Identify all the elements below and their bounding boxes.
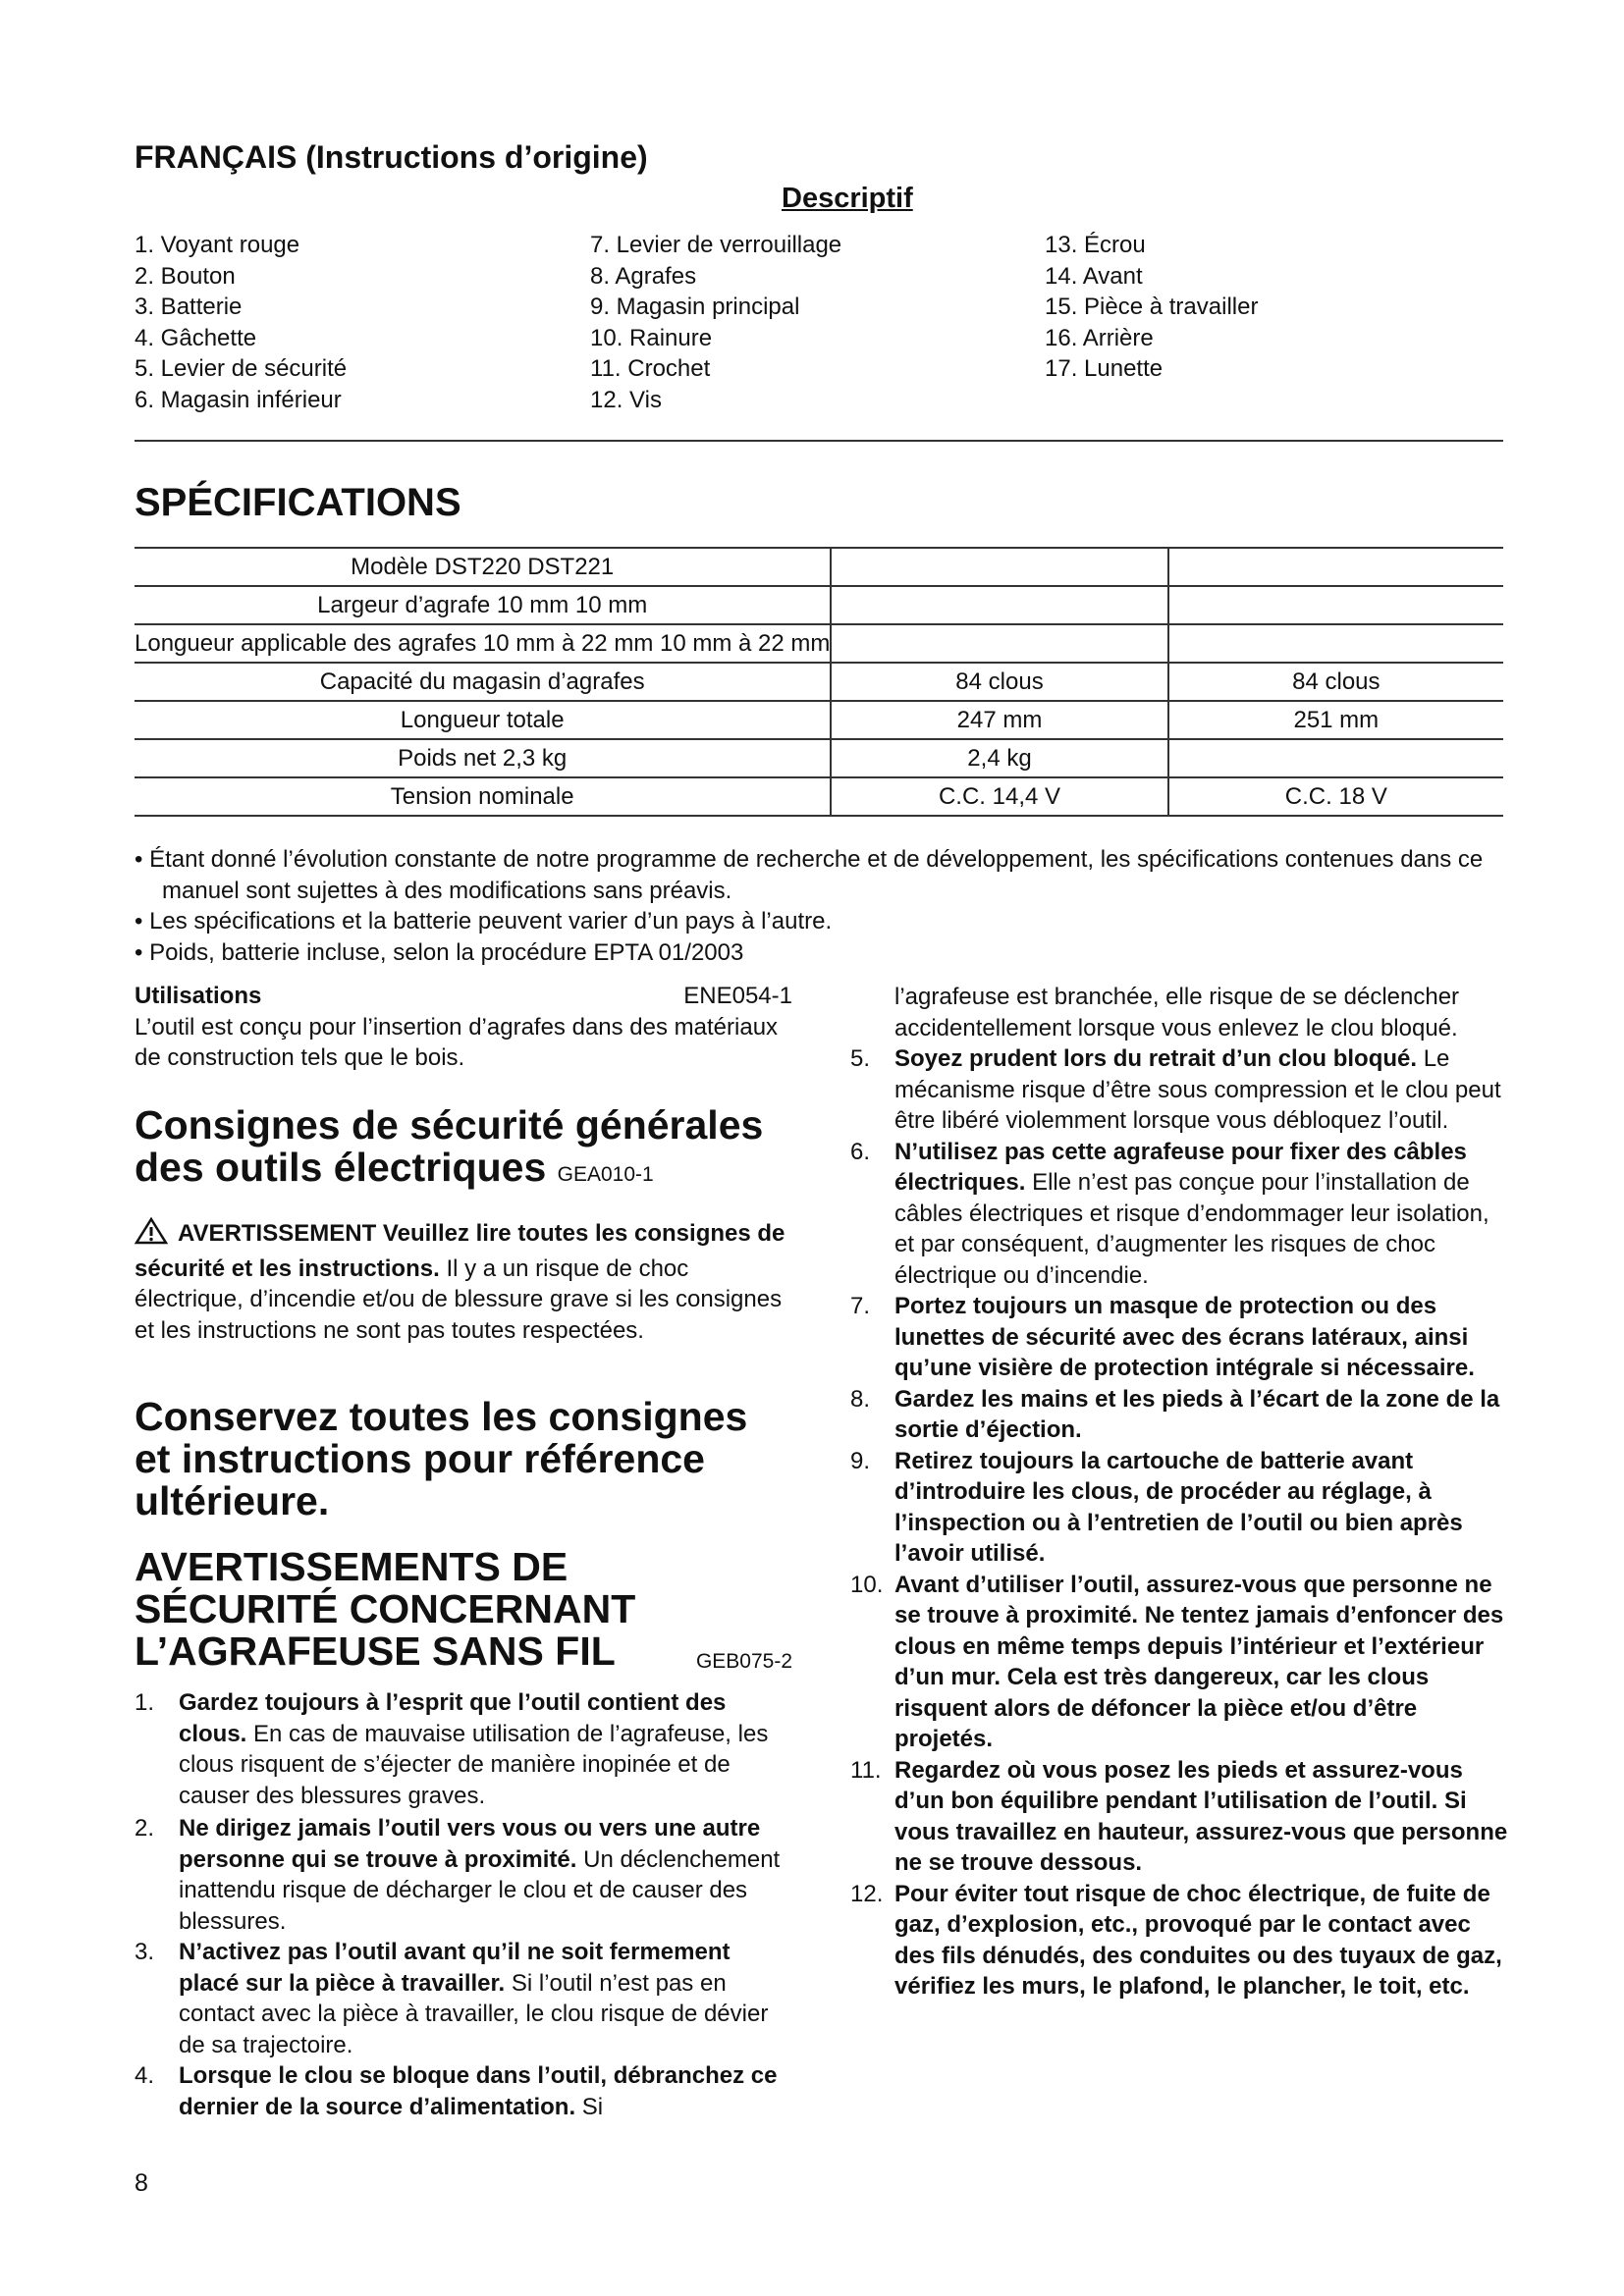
descriptif-item: 3. Batterie: [135, 294, 243, 320]
list-item-text: Si: [575, 2093, 604, 2120]
table-row: [135, 701, 1503, 739]
stapler-safety-section: [135, 1546, 792, 1673]
list-item-bold: Gardez toujours à l’esprit que l’outil contient des clous.: [179, 1689, 727, 1747]
descriptif-col-3: [1045, 230, 1258, 385]
table-row: [135, 663, 1503, 701]
stapler-safety-title: AVERTISSEMENTS DE SÉCURITÉ CONCERNANT L’AGRAFEUSE SANS FIL: [135, 1544, 636, 1674]
general-safety-section: [135, 1104, 792, 1346]
list-item-continuation: [850, 982, 1508, 1043]
descriptif-item: 14. Avant: [1045, 262, 1143, 290]
descriptif-item: 12. Vis: [590, 386, 662, 413]
table-cell: Longueur totale: [135, 701, 831, 739]
descriptif-item: 13. Écrou: [1045, 232, 1146, 258]
warning-triangle-icon: [135, 1217, 168, 1254]
stapler-safety-list-right: [850, 982, 1508, 2002]
list-item-bold: Retirez toujours la cartouche de batterie avant d’introduire les clous, de procéder au réglage, à l’inspection ou à l’entretien de l’outil ou bien après l’avoir utilisé.: [894, 1447, 1463, 1567]
list-item: [135, 1813, 792, 1937]
table-cell: [831, 548, 1167, 586]
list-item-bold: Ne dirigez jamais l’outil vers vous ou vers une autre personne qui se trouve à proximité.: [179, 1815, 761, 1873]
table-row: [135, 586, 1503, 624]
table-row: [135, 777, 1503, 816]
table-cell: 84 clous: [1168, 663, 1503, 701]
descriptif-item: 11. Crochet: [590, 355, 711, 382]
descriptif-item: 9. Magasin principal: [590, 294, 800, 320]
table-cell: 84 clous: [831, 663, 1167, 701]
list-item: [850, 1879, 1508, 2002]
descriptif-item: 1. Voyant rouge: [135, 232, 300, 258]
specifications-table: [135, 547, 1503, 817]
list-item-text: En cas de mauvaise utilisation de l’agrafeuse, les clous risquent de s’éjecter de manière inopinée et de causer des blessures graves.: [179, 1720, 769, 1809]
table-cell: 251 mm: [1168, 701, 1503, 739]
table-cell: [831, 586, 1167, 624]
table-cell: Capacité du magasin d’agrafes: [135, 663, 831, 701]
list-item-bold: Soyez prudent lors du retrait d’un clou bloqué.: [894, 1045, 1418, 1072]
list-item-number: 6.: [850, 1138, 871, 1165]
table-cell: Largeur d’agrafe 10 mm 10 mm: [135, 586, 831, 624]
spec-note: • Les spécifications et la batterie peuvent varier d’un pays à l’autre.: [135, 908, 833, 934]
list-item-number: 7.: [850, 1293, 871, 1319]
utilisations-text: L’outil est conçu pour l’insertion d’agrafes dans des matériaux de construction tels que le bois.: [135, 1013, 779, 1071]
spec-note: • Poids, batterie incluse, selon la procédure EPTA 01/2003: [135, 938, 744, 966]
utilisations-code: ENE054-1: [683, 983, 792, 1009]
table-cell: Modèle DST220 DST221: [135, 548, 831, 586]
table-cell: Tension nominale: [135, 777, 831, 816]
list-item-number: 5.: [850, 1045, 871, 1072]
list-item: [135, 1937, 792, 2060]
specifications-title: SPÉCIFICATIONS: [135, 481, 461, 524]
list-item-bold: N’activez pas l’outil avant qu’il ne soit fermement placé sur la pièce à travailler.: [179, 1939, 731, 1997]
table-cell: [1168, 548, 1503, 586]
list-item-number: 2.: [135, 1815, 155, 1842]
table-cell: [831, 624, 1167, 663]
utilisations-section: [135, 981, 792, 1074]
list-item-number: 9.: [850, 1447, 871, 1474]
list-item: [850, 1446, 1508, 1570]
list-item-text: Elle n’est pas conçue pour l’installation de câbles électriques et risque d’endommager leur isolation, et par conséquent, d’augmenter les risques de choc électrique ou d’incendie.: [894, 1169, 1489, 1289]
section-divider: [135, 440, 1503, 442]
list-item: [135, 2060, 792, 2122]
list-item-number: 3.: [135, 1939, 155, 1965]
list-item-bold: Portez toujours un masque de protection ou des lunettes de sécurité avec des écrans latéraux, ainsi qu’une visière de protection intégrale si nécessaire.: [894, 1293, 1475, 1381]
table-cell: C.C. 18 V: [1168, 777, 1503, 816]
utilisations-title: Utilisations: [135, 983, 262, 1009]
list-item-bold: Regardez où vous posez les pieds et assurez-vous d’un bon équilibre pendant l’utilisation de l’outil. Si vous travaillez en hauteur, assurez-vous que personne ne se trouve dessous.: [894, 1756, 1508, 1876]
list-item-number: 10.: [850, 1571, 884, 1598]
table-cell: [1168, 739, 1503, 777]
table-cell: 2,4 kg: [831, 739, 1167, 777]
table-cell: Poids net 2,3 kg: [135, 739, 831, 777]
table-cell: 247 mm: [831, 701, 1167, 739]
page-number: 8: [135, 2169, 148, 2197]
descriptif-item: 2. Bouton: [135, 262, 236, 290]
table-cell: C.C. 14,4 V: [831, 777, 1167, 816]
table-cell: Longueur applicable des agrafes 10 mm à 22 mm 10 mm à 22 mm: [135, 624, 831, 663]
descriptif-item: 15. Pièce à travailler: [1045, 294, 1259, 320]
warning-text: Il y a un risque de choc électrique, d’incendie et/ou de blessure grave si les consignes et les instructions ne sont pas toutes respectées.: [135, 1255, 783, 1344]
list-item-text: l’agrafeuse est branchée, elle risque de se déclencher accidentellement lorsque vous enlevez le clou bloqué.: [894, 984, 1460, 1041]
descriptif-title: Descriptif: [782, 183, 913, 214]
list-item-number: 11.: [850, 1756, 882, 1784]
list-item: [850, 1137, 1508, 1292]
stapler-safety-code: GEB075-2: [695, 1650, 792, 1673]
list-item-text: Un déclenchement inattendu risque de décharger le clou et de causer des blessures.: [179, 1845, 781, 1935]
descriptif-item: 16. Arrière: [1045, 324, 1154, 351]
list-item: [850, 1043, 1508, 1137]
specification-notes: [135, 844, 1503, 968]
list-item: [850, 1384, 1508, 1446]
descriptif-item: 7. Levier de verrouillage: [590, 232, 842, 258]
descriptif-item: 6. Magasin inférieur: [135, 386, 342, 413]
general-safety-code: GEA010-1: [557, 1163, 654, 1186]
descriptif-item: 4. Gâchette: [135, 324, 257, 351]
descriptif-item: 17. Lunette: [1045, 355, 1164, 382]
table-cell: [1168, 624, 1503, 663]
descriptif-col-1: [135, 230, 347, 415]
language-header: FRANÇAIS (Instructions d’origine): [135, 139, 648, 175]
list-item-number: 4.: [135, 2062, 155, 2089]
list-item-number: 8.: [850, 1385, 871, 1413]
general-safety-title: Consignes de sécurité générales des outils électriques: [135, 1102, 764, 1190]
stapler-safety-list-left: [135, 1687, 792, 2122]
descriptif-item: 8. Agrafes: [590, 262, 697, 290]
descriptif-col-2: [590, 230, 841, 415]
list-item-text: Si l’outil n’est pas en contact avec la pièce à travailler, le clou risque de dévier de sa trajectoire.: [179, 1969, 769, 2058]
table-row: [135, 624, 1503, 663]
table-row: [135, 739, 1503, 777]
list-item: [850, 1755, 1508, 1879]
spec-note: • Étant donné l’évolution constante de notre programme de recherche et de développement, les spécifications contenues dans ce manuel sont sujettes à des modifications sans préavis.: [135, 846, 1484, 904]
list-item-bold: Gardez les mains et les pieds à l’écart de la zone de la sortie d’éjection.: [894, 1385, 1500, 1443]
table-row: [135, 548, 1503, 586]
descriptif-item: 10. Rainure: [590, 324, 713, 351]
list-item-number: 12.: [850, 1880, 884, 1907]
list-item-text: Le mécanisme risque d’être sous compression et le clou peut être libéré violemment lorsque vous débloquez l’outil.: [894, 1045, 1501, 1134]
list-item-number: 1.: [135, 1689, 155, 1716]
list-item-bold: Avant d’utiliser l’outil, assurez-vous que personne ne se trouve à proximité. Ne tentez jamais d’enfoncer des clous en même temps depuis l’intérieur et l’extérieur d’un mur. Cela est très dangereux, car les clous risquent alors de défoncer la pièce et/ou d’être projetés.: [894, 1571, 1504, 1752]
general-safety-warning: [135, 1217, 792, 1346]
list-item-bold: N’utilisez pas cette agrafeuse pour fixer des câbles électriques.: [894, 1138, 1467, 1196]
list-item: [135, 1687, 792, 1811]
list-item: [850, 1291, 1508, 1384]
descriptif-item: 5. Levier de sécurité: [135, 355, 348, 382]
warning-bold-text: AVERTISSEMENT Veuillez lire toutes les consignes de sécurité et les instructions.: [135, 1220, 785, 1282]
list-item-bold: Lorsque le clou se bloque dans l’outil, débranchez ce dernier de la source d’alimentation.: [179, 2062, 778, 2120]
table-cell: [1168, 586, 1503, 624]
list-item-bold: Pour éviter tout risque de choc électrique, de fuite de gaz, d’explosion, etc., provoqué par le contact avec des fils dénudés, des conduites ou des tuyaux de gaz, vérifiez les murs, le plafond, le plancher, le toit, etc.: [894, 1880, 1502, 2000]
list-item: [850, 1570, 1508, 1755]
keep-instructions-heading: Conservez toutes les consignes et instructions pour référence ultérieure.: [135, 1394, 748, 1523]
